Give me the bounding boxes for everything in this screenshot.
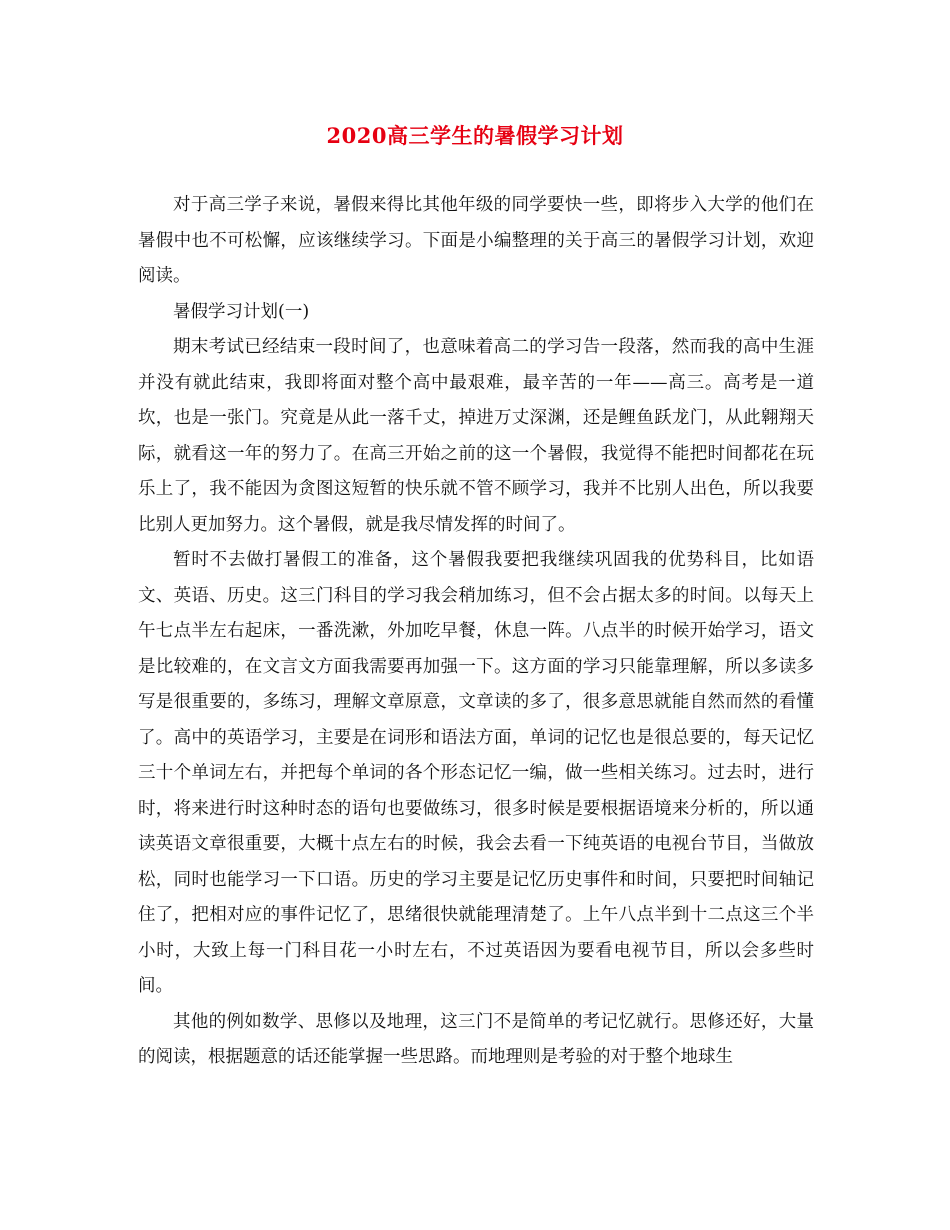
document-body: [138, 188, 814, 1076]
paragraph: 暂时不去做打暑假工的准备，这个暑假我要把我继续巩固我的优势科目，比如语文、英语、历史。这三门科目的学习我会稍加练习，但不会占据太多的时间。以每天上午七点半左右起床，一番洗漱，外加吃早餐，休息一阵。八点半的时候开始学习，语文是比较难的，在文言文方面我需要再加强一下。这方面的学习只能靠理解，所以多读多写是很重要的，多练习，理解文章原意，文章读的多了，很多意思就能自然而然的看懂了。高中的英语学习，主要是在词形和语法方面，单词的记忆也是很总要的，每天记忆三十个单词左右，并把每个单词的各个形态记忆一编，做一些相关练习。过去时，进行时，将来进行时这种时态的语句也要做练习，很多时候是要根据语境来分析的，所以通读英语文章很重要，大概十点左右的时候，我会去看一下纯英语的电视台节目，当做放松，同时也能学习一下口语。历史的学习主要是记忆历史事件和时间，只要把时间轴记住了，把相对应的事件记忆了，思绪很快就能理清楚了。上午八点半到十二点这三个半小时，大致上每一门科目花一小时左右，不过英语因为要看电视节目，所以会多些时间。: [138, 550, 814, 996]
section-heading: 暑假学习计划(一): [173, 301, 310, 322]
paragraph: 其他的例如数学、思修以及地理，这三门不是简单的考记忆就行。思修还好，大量的阅读，根据题意的话还能掌握一些思路。而地理则是考验的对于整个地球生: [138, 1011, 814, 1067]
paragraph: 期末考试已经结束一段时间了，也意味着高二的学习告一段落，然而我的高中生涯并没有就此结束，我即将面对整个高中最艰难，最辛苦的一年——高三。高考是一道坎，也是一张门。究竟是从此一落千丈，掉进万丈深渊，还是鲤鱼跃龙门，从此翱翔天际，就看这一年的努力了。在高三开始之前的这一个暑假，我觉得不能把时间都花在玩乐上了，我不能因为贪图这短暂的快乐就不管不顾学习，我并不比别人出色，所以我要比别人更加努力。这个暑假，就是我尽情发挥的时间了。: [138, 337, 814, 535]
document-title: 2020高三学生的暑假学习计划: [326, 123, 624, 148]
paragraph-intro: 对于高三学子来说，暑假来得比其他年级的同学要快一些，即将步入大学的他们在暑假中也不可松懈，应该继续学习。下面是小编整理的关于高三的暑假学习计划，欢迎阅读。: [138, 195, 814, 286]
